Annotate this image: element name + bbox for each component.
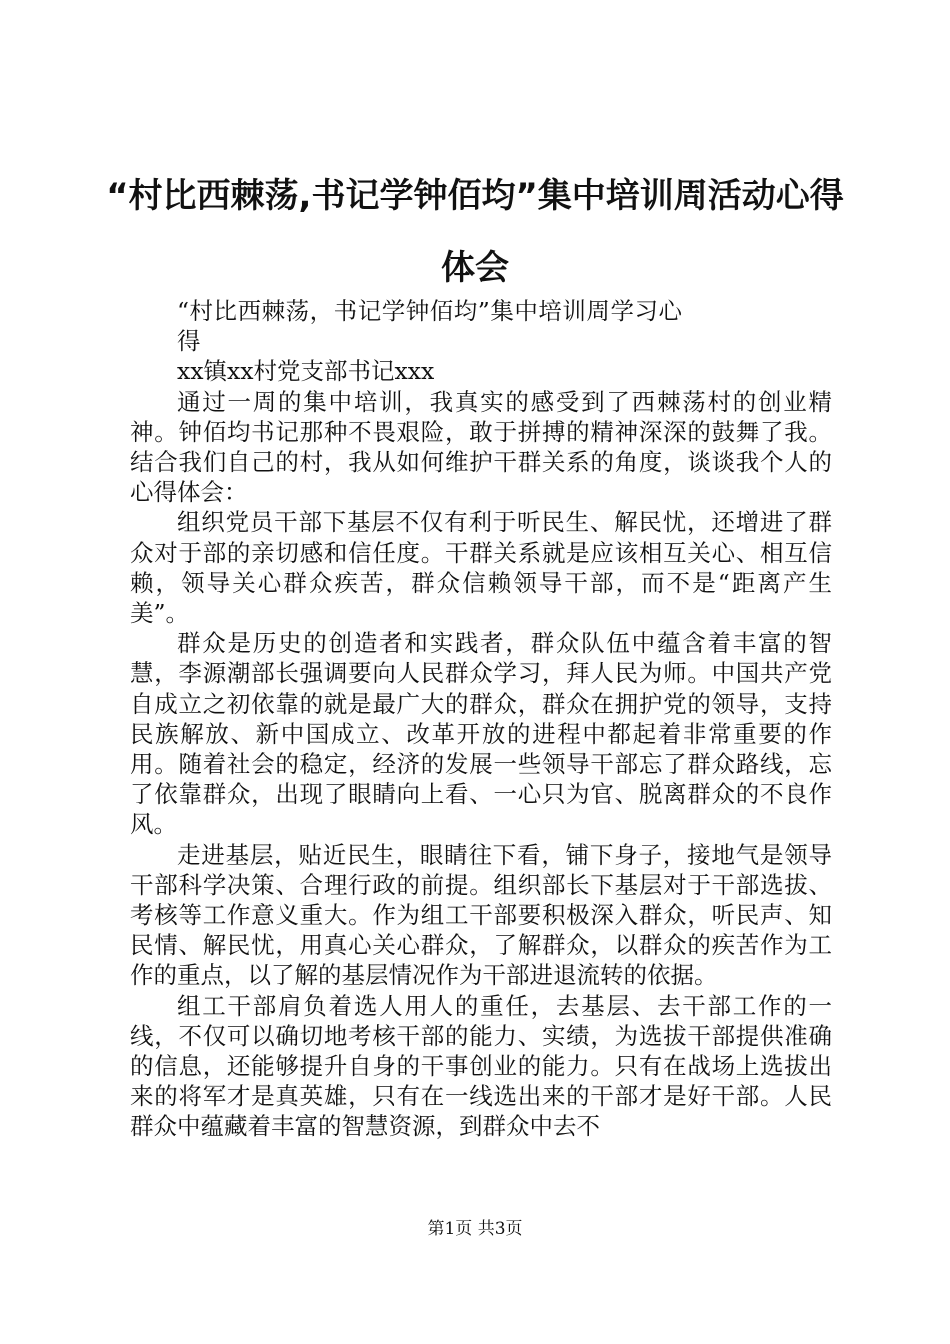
paragraph: 通过一周的集中培训，我真实的感受到了西棘荡村的创业精神。钟佰均书记那种不畏艰险，敢于拼搏的精神深深的鼓舞了我。结合我们自己的村，我从如何维护干群关系的角度，谈谈我个人的心得体会： xyxy=(130,387,832,507)
paragraph: 组工干部肩负着选人用人的重任，去基层、去干部工作的一线，不仅可以确切地考核干部的能力、实绩，为选拔干部提供准确的信息，还能够提升自身的干事创业的能力。只有在战场上选拔出来的将军才是真英雄，只有在一线选出来的干部才是好干部。人民群众中蕴藏着丰富的智慧资源，到群众中去不 xyxy=(130,991,832,1141)
paragraph: 组织党员干部下基层不仅有利于听民生、解民忧，还增进了群众对于部的亲切感和信任度。干群关系就是应该相互关心、相互信赖，领导关心群众疾苦，群众信赖领导干部，而不是“距离产生美”。 xyxy=(130,508,832,628)
document-body xyxy=(130,296,832,1142)
paragraph: 走进基层，贴近民生，眼睛往下看，铺下身子，接地气是领导干部科学决策、合理行政的前提。组织部长下基层对于干部选拔、考核等工作意义重大。作为组工干部要积极深入群众，听民声、知民情、解民忧，用真心关心群众，了解群众，以群众的疾苦作为工作的重点，以了解的基层情况作为干部进退流转的依据。 xyxy=(130,840,832,990)
document-title: “村比西棘荡,书记学钟佰均”集中培训周活动心得体会 xyxy=(106,176,844,288)
page-number-footer: 第1页 共3页 xyxy=(427,1219,523,1239)
paragraph: 群众是历史的创造者和实践者，群众队伍中蕴含着丰富的智慧，李源潮部长强调要向人民群众学习，拜人民为师。中国共产党自成立之初依靠的就是最广大的群众，群众在拥护党的领导，支持民族解放、新中国成立、改革开放的进程中都起着非常重要的作用。随着社会的稳定，经济的发展一些领导干部忘了群众路线，忘了依靠群众，出现了眼睛向上看、一心只为官、脱离群众的不良作风。 xyxy=(130,629,832,839)
document-subtitle: “村比西棘荡，书记学钟佰均”集中培训周学习心得 xyxy=(177,297,682,356)
author-line: xx镇xx村党支部书记xxx xyxy=(177,357,435,386)
